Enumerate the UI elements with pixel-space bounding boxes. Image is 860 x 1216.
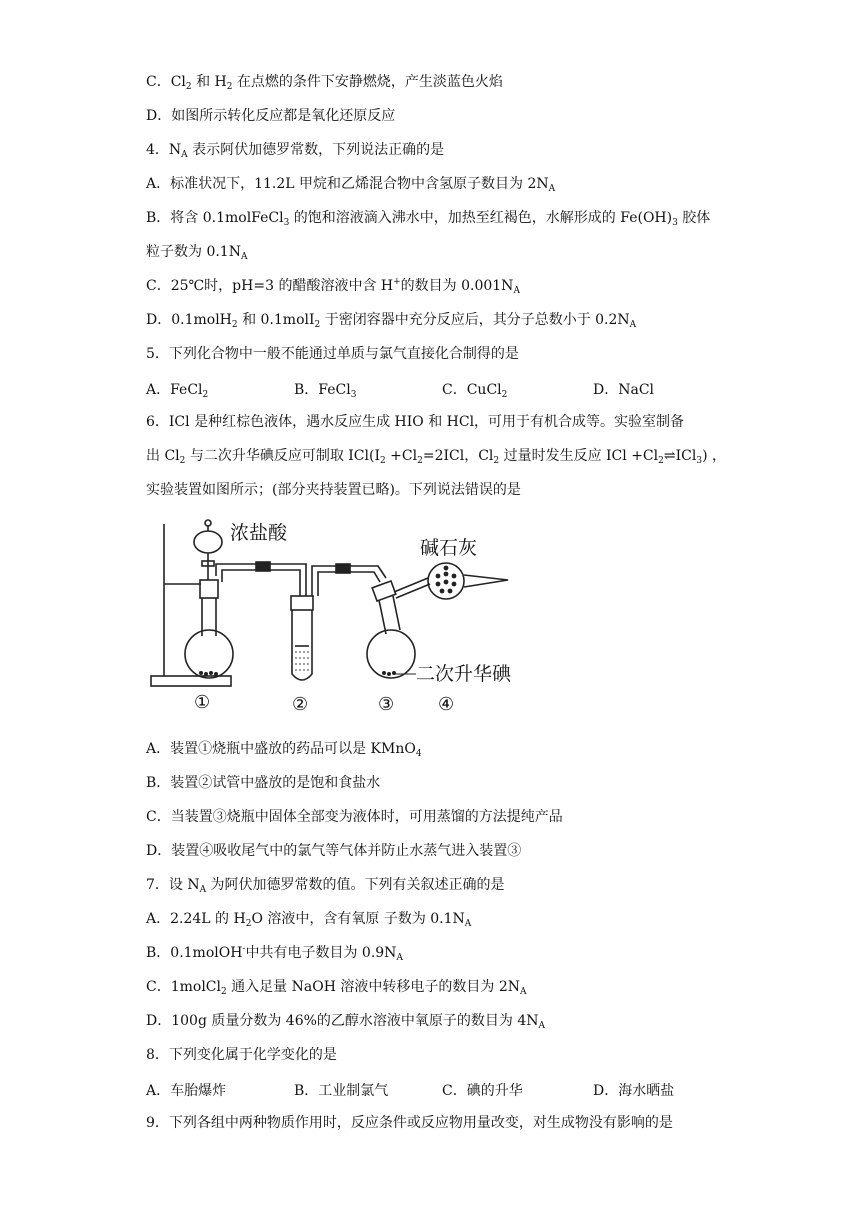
q6-option-d: D．装置④吸收尾气中的氯气等气体并防止水蒸气进入装置③	[146, 843, 522, 859]
label-sublimed-iodine: 二次升华碘	[416, 663, 512, 685]
q7-option-d: D．100g 质量分数为 46%的乙醇水溶液中氧原子的数目为 $4N_A$	[146, 1013, 546, 1031]
q5-stem: 5．下列化合物中一般不能通过单质与氯气直接化合制得的是	[146, 346, 519, 362]
q5-option-a: A．FeCl$_2$	[146, 382, 209, 400]
flask3-bulb	[367, 630, 415, 678]
q8-stem: 8．下列变化属于化学变化的是	[146, 1047, 337, 1063]
q4-option-a: A．标准状况下，11.2L 甲烷和乙烯混合物中含氢原子数目为 $2N_A$	[146, 176, 556, 194]
flask1-bulb	[185, 630, 233, 678]
stand-base	[151, 676, 231, 686]
tube-3-4	[394, 578, 428, 592]
q6-stem-line2: 出 $Cl_2$ 与二次升华碘反应可制取 $ICl(I_2 +Cl_2=2ICl$，$Cl_2$ 过量时发生反应 ICl $+Cl_2\rightleftharpoons ICl_3$) ，	[146, 448, 726, 466]
q5-option-d: D．NaCl	[593, 382, 655, 398]
q6-option-b: B．装置②试管中盛放的是饱和食盐水	[146, 775, 381, 791]
q4-option-b-cont: 粒子数为 $0.1N_A$	[146, 244, 248, 262]
q9-stem: 9．下列各组中两种物质作用时，反应条件或反应物用量改变，对生成物没有影响的是	[146, 1115, 673, 1131]
label-conc-hcl: 浓盐酸	[230, 522, 288, 544]
q8-option-b: B．工业制氯气	[294, 1083, 389, 1099]
q8-option-d: D．海水晒盐	[593, 1083, 675, 1099]
q6-stem-line1: 6．ICl 是种红棕色液体，遇水反应生成 HIO 和 HCl，可用于有机合成等。实验室制备	[146, 414, 685, 430]
q4-stem: 4．$N_A$ 表示阿伏加德罗常数，下列说法正确的是	[146, 142, 445, 160]
q7-option-a: A．2.24L 的 $H_2O$ 溶液中，含有氧原 子数为 $0.1N_A$	[146, 911, 472, 929]
marker-1: ①	[194, 692, 211, 713]
flask3-stopper	[372, 581, 396, 601]
label-soda-lime: 碱石灰	[420, 537, 478, 559]
q7-option-b: B．0.1molOH-中共有电子数目为 $0.9N_A$	[146, 944, 403, 963]
q6-option-c: C．当装置③烧瓶中固体全部变为液体时，可用蒸馏的方法提纯产品	[146, 809, 563, 825]
funnel-bulb	[194, 531, 222, 553]
q6-stem-line3: 实验装置如图所示；(部分夹持装置已略)。下列说法错误的是	[146, 482, 521, 498]
q4-option-b: B．将含 0.1molFeCl$_3$ 的饱和溶液滴入沸水中，加热至红褐色，水解形成的 $Fe(OH)_3$ 胶体	[146, 210, 711, 228]
apparatus-figure	[146, 506, 526, 721]
q5-option-b: B．FeCl$_3$	[294, 382, 357, 400]
q3-option-d: D．如图所示转化反应都是氧化还原反应	[146, 108, 396, 124]
q8-option-a: A．车胎爆炸	[146, 1083, 227, 1099]
marker-2: ②	[292, 694, 309, 715]
q3-option-c: C．$Cl_2$ 和 $H_2$ 在点燃的条件下安静燃烧，产生淡蓝色火焰	[146, 74, 503, 92]
marker-4: ④	[438, 694, 455, 715]
flask1-stopper	[200, 580, 218, 598]
q7-option-c: C．1molCl$_2$ 通入足量 NaOH 溶液中转移电子的数目为 $2N_A$	[146, 979, 527, 997]
q4-option-c: C．25℃时，pH=3 的醋酸溶液中含 H+的数目为 $0.001N_A$	[146, 277, 520, 296]
test-tube-stopper	[291, 596, 313, 610]
drying-tube-tip	[464, 575, 508, 587]
q7-stem: 7．设 $N_A$ 为阿伏加德罗常数的值。下列有关叙述正确的是	[146, 877, 505, 895]
marker-3: ③	[378, 694, 395, 715]
q8-option-c: C．碘的升华	[442, 1083, 523, 1099]
q5-option-c: C．CuCl$_2$	[442, 382, 508, 400]
q4-option-d: D．0.1molH$_2$ 和 0.1molI$_2$ 于密闭容器中充分反应后，其分子总数小于 $0.2N_A$	[146, 312, 637, 330]
apparatus-diagram	[146, 506, 526, 721]
q6-option-a: A．装置①烧瓶中盛放的药品可以是 KMnO$_4$	[146, 741, 422, 759]
